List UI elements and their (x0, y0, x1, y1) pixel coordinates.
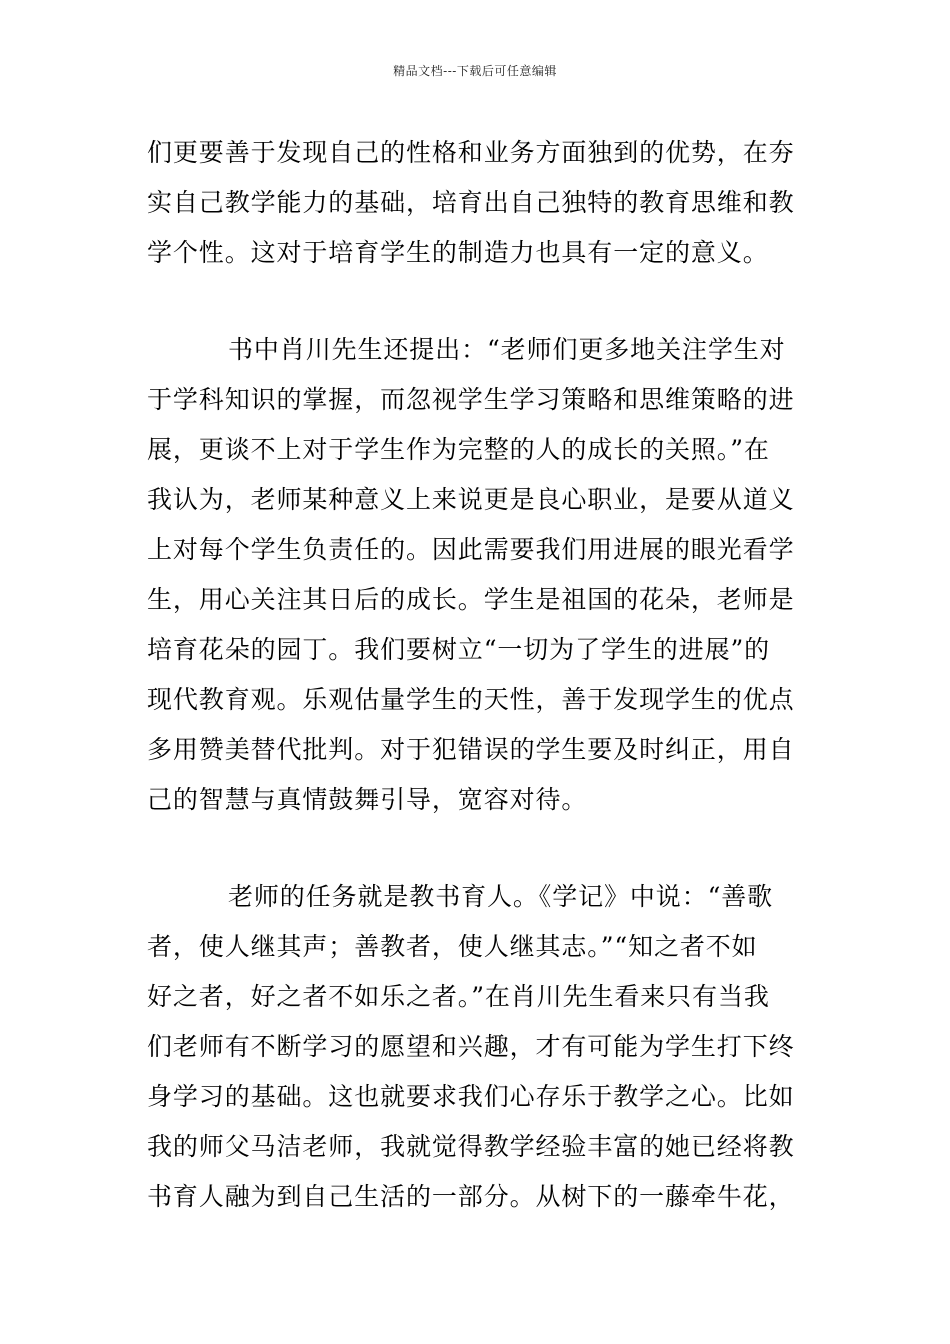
text-line: 生，用心关注其日后的成长。学生是祖国的花朵，老师是 (147, 585, 795, 614)
text-line: 于学科知识的掌握，而忽视学生学习策略和思维策略的进 (147, 385, 795, 414)
text-line: 者，使人继其声；善教者，使人继其志。”“知之者不如 (147, 932, 758, 961)
text-line: 上对每个学生负责任的。因此需要我们用进展的眼光看学 (147, 535, 795, 564)
text-line: 身学习的基础。这也就要求我们心存乐于教学之心。比如 (147, 1082, 795, 1111)
page-header: 精品文档---下载后可任意编辑 (393, 64, 557, 78)
text-line: 多用赞美替代批判。对于犯错误的学生要及时纠正，用自 (147, 735, 795, 764)
text-line: 我的师父马洁老师，我就觉得教学经验丰富的她已经将教 (147, 1132, 795, 1161)
text-line: 培育花朵的园丁。我们要树立“一切为了学生的进展”的 (147, 635, 771, 664)
paragraph-1 (147, 128, 807, 278)
paragraph-3 (147, 872, 807, 1222)
text-line: 们老师有不断学习的愿望和兴趣，才有可能为学生打下终 (147, 1032, 795, 1061)
text-line: 实自己教学能力的基础，培育出自己独特的教育思维和教 (147, 188, 795, 217)
text-line: 好之者，好之者不如乐之者。”在肖川先生看来只有当我 (147, 982, 770, 1011)
text-line: 展，更谈不上对于学生作为完整的人的成长的关照。”在 (147, 435, 770, 464)
text-line: 学个性。这对于培育学生的制造力也具有一定的意义。 (147, 238, 769, 267)
text-line: 们更要善于发现自己的性格和业务方面独到的优势，在夯 (147, 138, 795, 167)
text-line: 我认为，老师某种意义上来说更是良心职业，是要从道义 (147, 485, 795, 514)
document-body (147, 128, 807, 1222)
text-line: 书育人融为到自己生活的一部分。从树下的一藤牵牛花， (147, 1182, 795, 1211)
text-line: 己的智慧与真情鼓舞引导，宽容对待。 (147, 785, 588, 814)
text-line: 现代教育观。乐观估量学生的天性，善于发现学生的优点 (147, 685, 795, 714)
text-line: 书中肖川先生还提出：“老师们更多地关注学生对 (228, 335, 786, 364)
text-line: 老师的任务就是教书育人。《学记》中说：“善歌 (228, 882, 774, 911)
paragraph-2 (147, 325, 807, 825)
